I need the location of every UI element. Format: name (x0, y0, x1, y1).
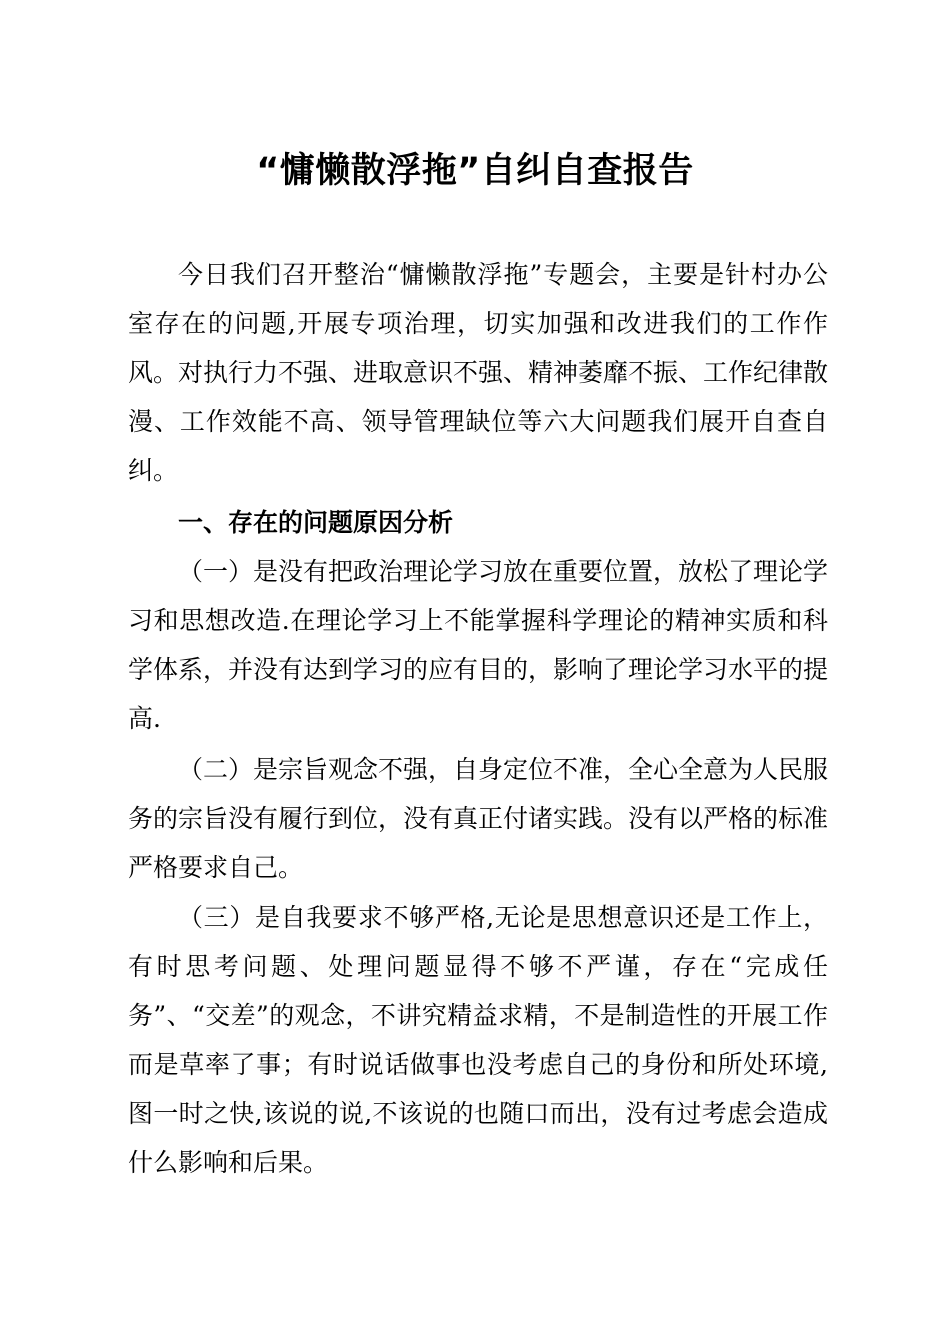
item-three-block (128, 893, 828, 1187)
intro-paragraph: 今日我们召开整治“慵懒散浮拖”专题会，主要是针村办公室存在的问题,开展专项治理，切实加强和改进我们的工作作风。对执行力不强、进取意识不强、精神萎靡不振、工作纪律散漫、工作效能不高、领导管理缺位等六大问题我们展开自查自纠。 (128, 260, 829, 485)
document-title: “慵懒散浮拖”自纠自查报告 (256, 151, 694, 191)
intro-paragraph-block (128, 250, 828, 495)
section-heading-block (128, 498, 828, 547)
item-one-block (128, 547, 828, 743)
item-paragraph-1: （一）是没有把政治理论学习放在重要位置，放松了理论学习和思想改造.在理论学习上不能掌握科学理论的精神实质和科学体系，并没有达到学习的应有目的，影响了理论学习水平的提高. (128, 557, 829, 733)
item-paragraph-2: （二）是宗旨观念不强，自身定位不准，全心全意为人民服务的宗旨没有履行到位，没有真正付诸实践。没有以严格的标准严格要求自己。 (128, 755, 829, 882)
section-heading: 一、存在的问题原因分析 (178, 508, 454, 537)
item-paragraph-3: （三）是自我要求不够严格,无论是思想意识还是工作上，有时思考问题、处理问题显得不够不严谨，存在“完成任务”、“交差”的观念，不讲究精益求精，不是制造性的开展工作而是草率了事；有时说话做事也没考虑自己的身份和所处环境,图一时之快,该说的说,不该说的也随口而出，没有过考虑会造成什么影响和后果。 (128, 903, 828, 1177)
item-two-block (128, 745, 828, 892)
